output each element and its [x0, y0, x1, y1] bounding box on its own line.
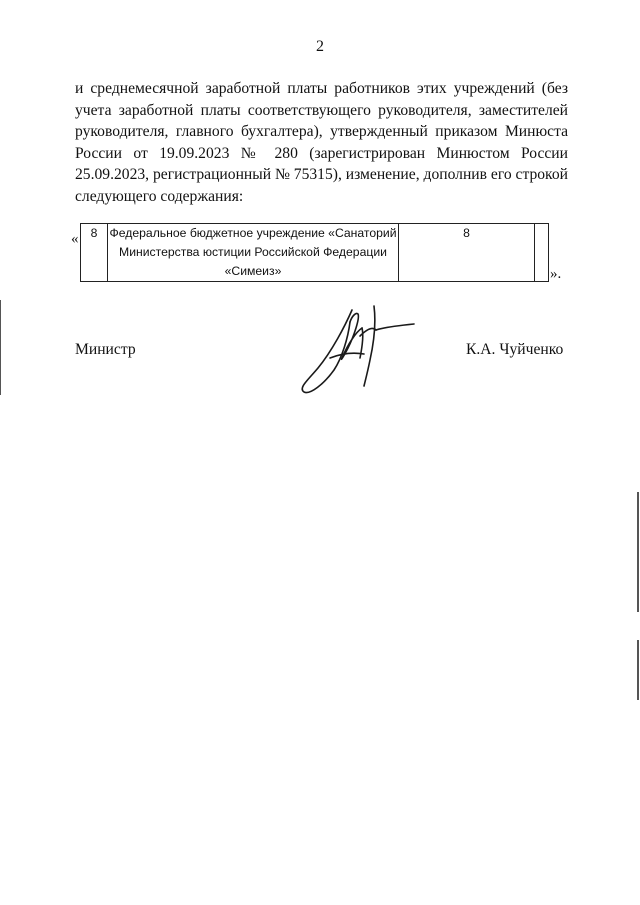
amendment-table — [80, 223, 549, 282]
table-row — [81, 224, 549, 282]
edge-mark-right — [637, 492, 639, 612]
institution-name-cell: Федеральное бюджетное учреждение «Санаторий Министерства юстиции Российской Федерации «Симеиз» — [108, 224, 399, 282]
row-number-cell: 8 — [81, 224, 108, 282]
closing-quote: ». — [550, 266, 562, 282]
edge-mark-right — [637, 640, 639, 700]
empty-cell — [535, 224, 549, 282]
signatory-title: Министр — [75, 341, 136, 358]
signatory-name: К.А. Чуйченко — [466, 341, 564, 358]
edge-mark-left — [0, 300, 1, 395]
ratio-value-cell: 8 — [399, 224, 535, 282]
page-number: 2 — [316, 38, 324, 55]
opening-quote: « — [71, 231, 79, 247]
handwritten-signature — [290, 296, 420, 396]
body-paragraph: и среднемесячной заработной платы работников этих учреждений (без учета заработной платы соответствующего руководителя, заместителей руководителя, главного бухгалтера), утвержденный приказом Минюста России от 19.09.2023 № 280 (зарегистрирован Минюстом России 25.09.2023, регистрационный № 75315), изменение, дополнив его строкой следующего содержания: — [75, 80, 568, 205]
